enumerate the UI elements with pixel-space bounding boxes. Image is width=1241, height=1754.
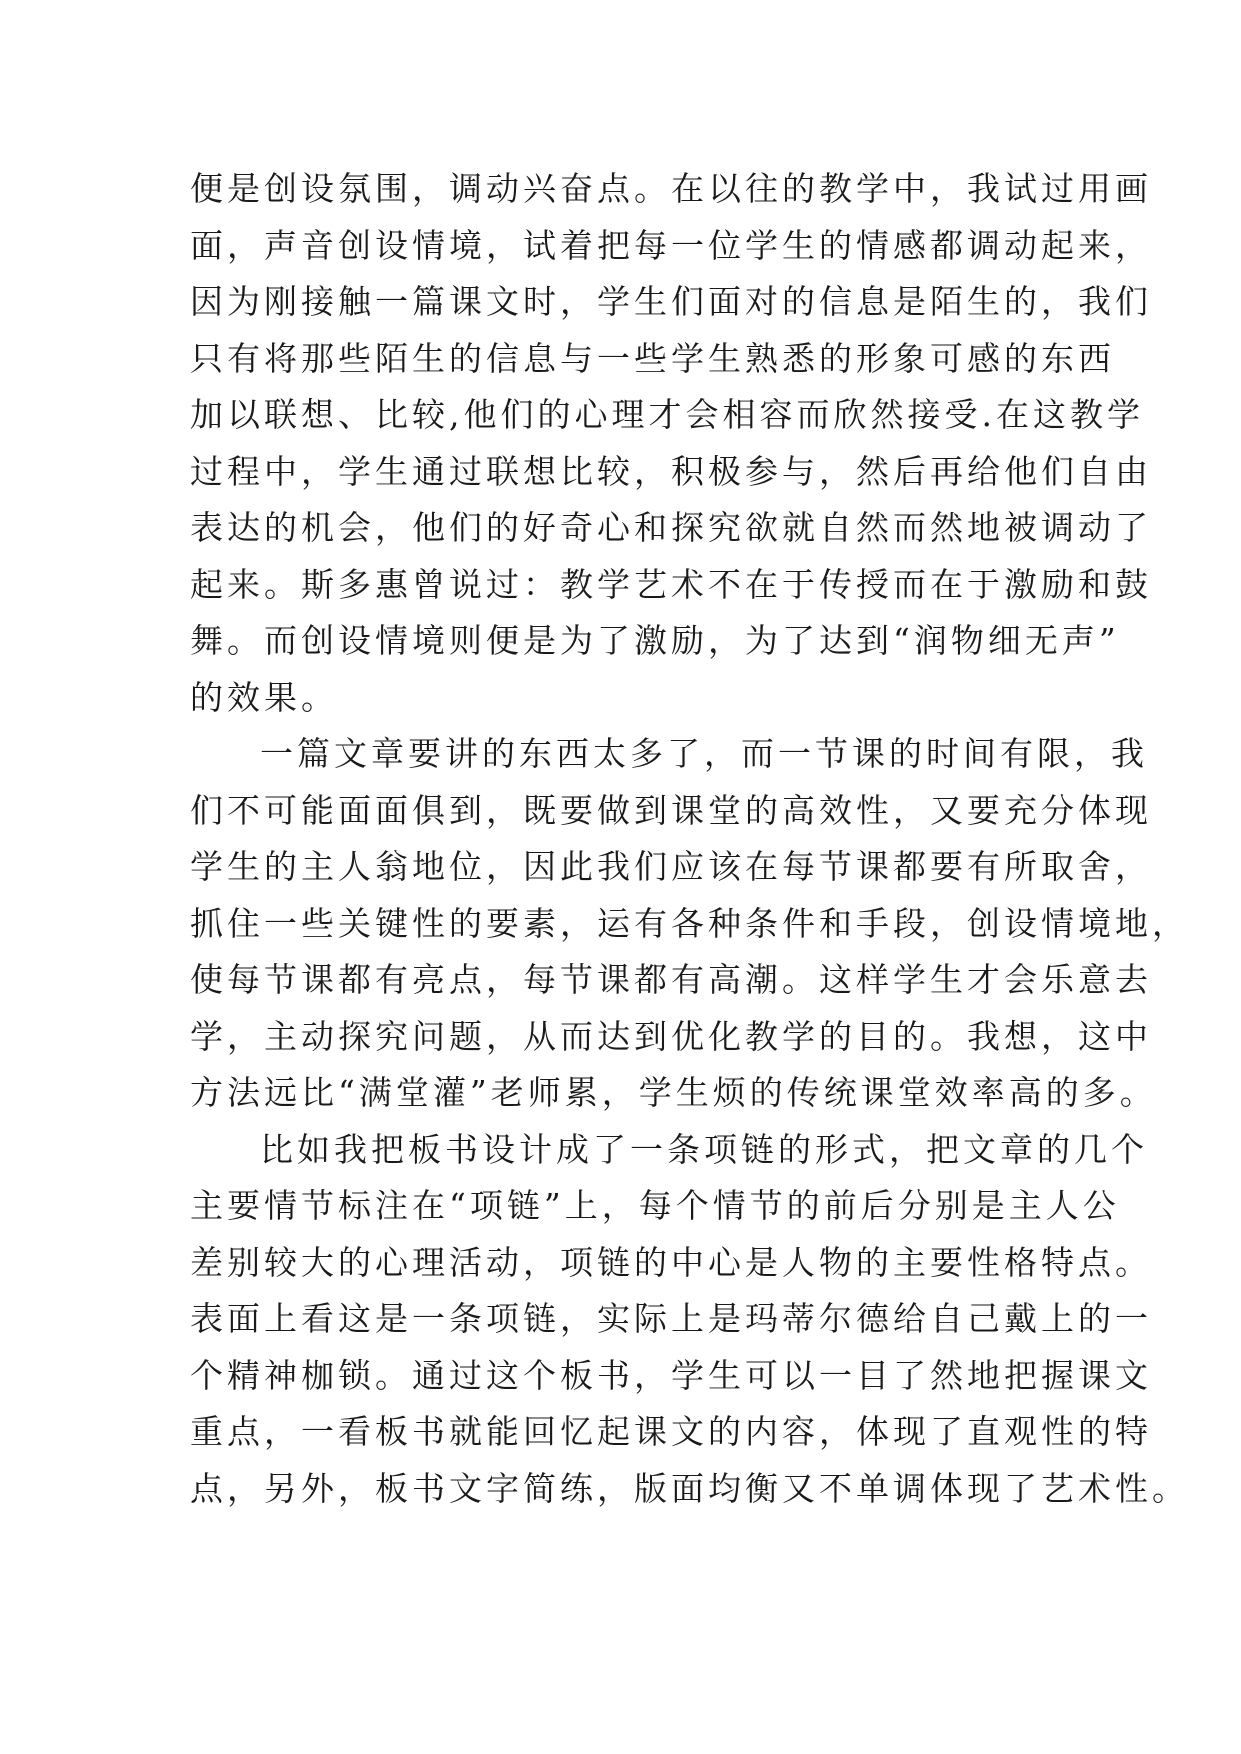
- text-line: 方法远比“满堂灌”老师累，学生烦的传统课堂效率高的多。: [190, 1073, 1157, 1112]
- text-line: 只有将那些陌生的信息与一些学生熟悉的形象可感的东西: [190, 338, 1115, 378]
- text-line: 的效果。: [190, 677, 338, 717]
- text-line: 学生的主人翁地位，因此我们应该在每节课都要有所取舍，: [190, 847, 1152, 886]
- text-line: 起来。斯多惠曾说过：教学艺术不在于传授而在于激励和鼓: [190, 564, 1152, 604]
- text-line: 舞。而创设情境则便是为了激励，为了达到“润物细无声”: [190, 621, 1120, 660]
- text-line: 差别较大的心理活动，项链的中心是人物的主要性格特点。: [190, 1242, 1152, 1282]
- paragraph-first-line: 比如我把板书设计成了一条项链的形式，把文章的几个: [260, 1129, 1148, 1169]
- text-line: 面，声音创设情境，试着把每一位学生的情感都调动起来，: [190, 225, 1152, 265]
- text-line: 点，另外，板书文字简练，版面均衡又不单调体现了艺术性。: [190, 1468, 1189, 1508]
- text-line: 便是创设氛围，调动兴奋点。在以往的教学中，我试过用画: [190, 169, 1152, 208]
- text-line: 重点，一看板书就能回忆起课文的内容，体现了直观性的特: [190, 1412, 1152, 1451]
- text-line: 表达的机会，他们的好奇心和探究欲就自然而然地被调动了: [190, 508, 1152, 547]
- text-line: 因为刚接触一篇课文时，学生们面对的信息是陌生的，我们: [190, 282, 1152, 321]
- text-line: 学，主动探究问题，从而达到优化教学的目的。我想，这中: [190, 1016, 1152, 1056]
- text-line: 加以联想、比较,他们的心理才会相容而欣然接受.在这教学: [190, 395, 1144, 434]
- text-line: 主要情节标注在“项链”上，每个情节的前后分别是主人公: [190, 1186, 1120, 1225]
- text-line: 过程中，学生通过联想比较，积极参与，然后再给他们自由: [190, 451, 1152, 491]
- text-line: 表面上看这是一条项链，实际上是玛蒂尔德给自己戴上的一: [190, 1299, 1152, 1338]
- text-line: 们不可能面面俱到，既要做到课堂的高效性，又要充分体现: [190, 790, 1152, 830]
- paragraph-first-line: 一篇文章要讲的东西太多了，而一节课的时间有限，我: [260, 734, 1148, 773]
- body-text: [190, 161, 1189, 1517]
- text-line: 抓住一些关键性的要素，运有各种条件和手段，创设情境地，: [190, 903, 1189, 943]
- text-line: 使每节课都有亮点，每节课都有高潮。这样学生才会乐意去: [190, 960, 1152, 999]
- text-line: 个精神枷锁。通过这个板书，学生可以一目了然地把握课文: [190, 1355, 1152, 1395]
